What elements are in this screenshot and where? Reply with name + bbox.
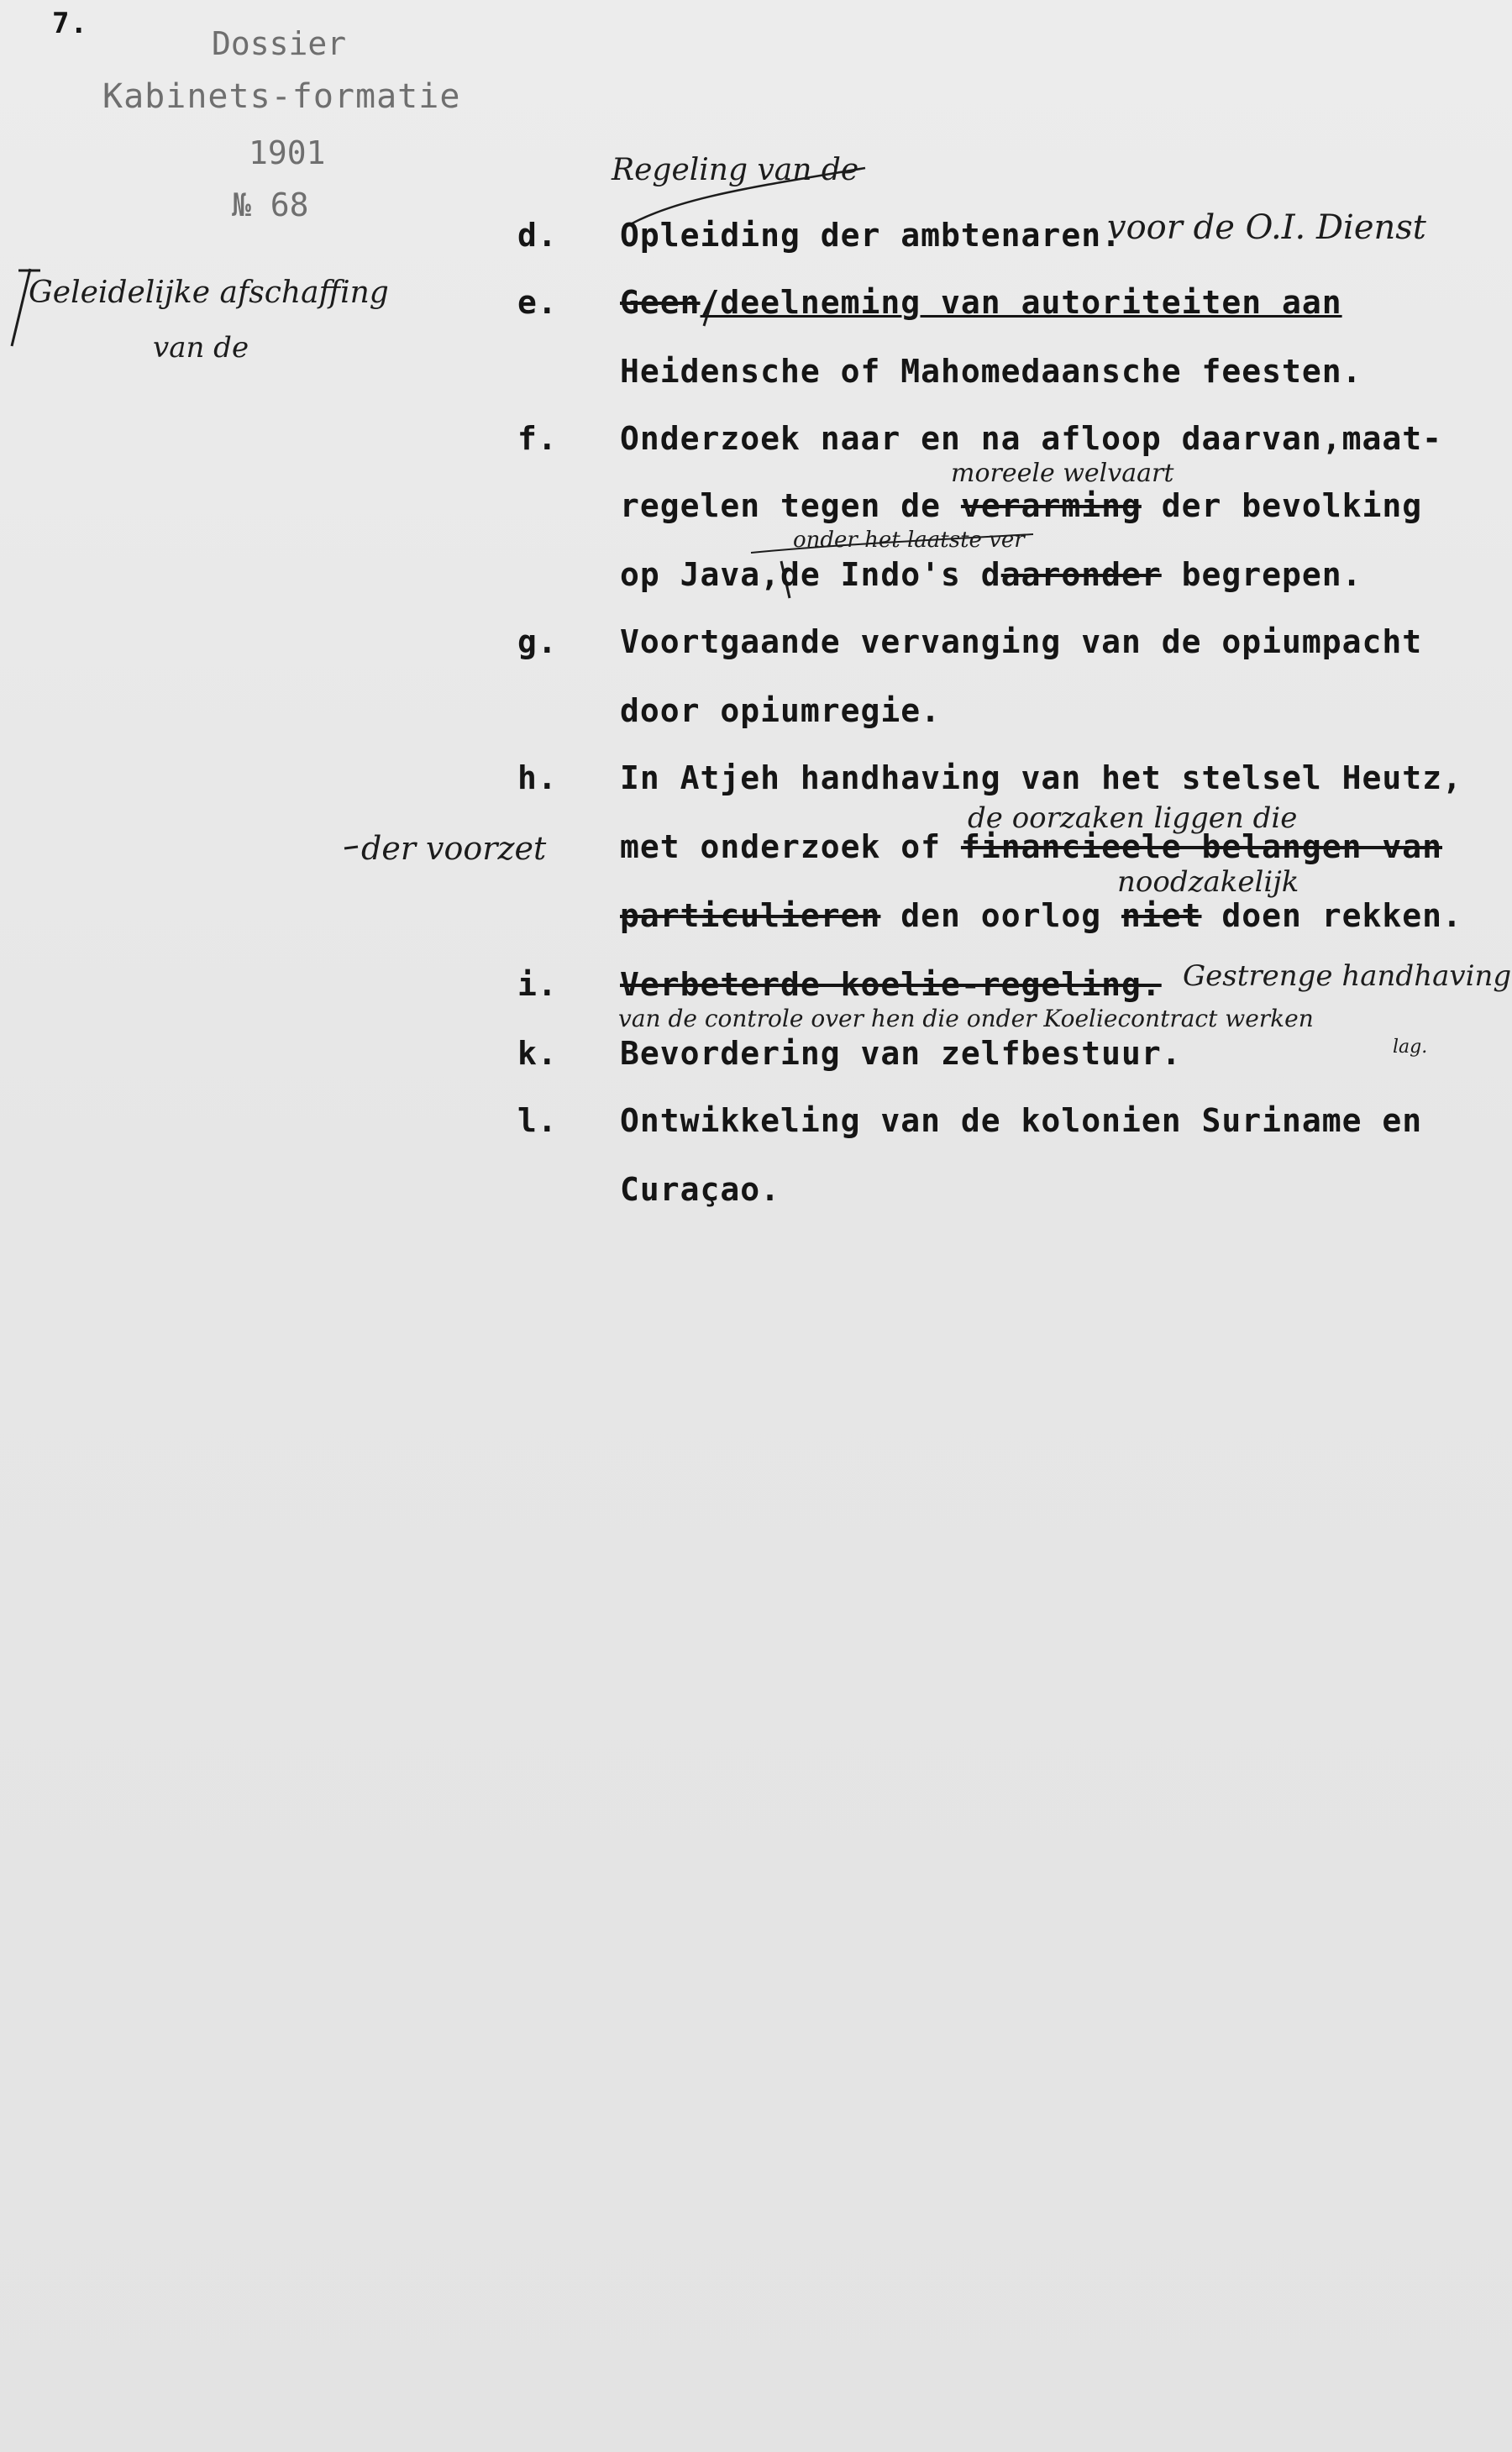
- item-line: [620, 1171, 780, 1208]
- annotation-i-right-2: van de controle over hen die onder Koeliecontract werken: [618, 1005, 1314, 1032]
- item-text: verarming: [960, 487, 1142, 524]
- item-line: [620, 487, 1422, 524]
- item-line: [620, 897, 1462, 934]
- item-text: In Atjeh handhaving van het stelsel Heutz,: [620, 759, 1462, 796]
- item-text: op Java,: [620, 556, 781, 593]
- item-letter: h.: [517, 759, 558, 796]
- item-letter: k.: [517, 1035, 558, 1072]
- item-text: Geen: [620, 284, 701, 321]
- item-text: regelen tegen de: [620, 487, 961, 524]
- item-text: Ontwikkeling van de kolonien Suriname en: [620, 1102, 1423, 1139]
- item-text: Curaçao.: [620, 1171, 781, 1208]
- item-text: door opiumregie.: [620, 692, 942, 729]
- item-text: begrepen.: [1161, 556, 1362, 593]
- item-line: [620, 759, 1462, 796]
- stamp-line-dossier: Dossier: [212, 25, 347, 62]
- item-text: Voortgaande vervanging van de opiumpacht: [620, 623, 1423, 660]
- annotation-d-right: voor de O.I. Dienst: [1107, 208, 1426, 247]
- annotation-f-above-1: moreele welvaart: [951, 459, 1174, 488]
- annotation-d-above: Regeling van de: [612, 153, 859, 187]
- page-number: 7.: [52, 7, 88, 40]
- item-line: [620, 1102, 1422, 1139]
- item-text: aaronder: [1000, 556, 1162, 593]
- item-text: Heidensche of Mahomedaansche feesten.: [620, 353, 1362, 390]
- item-text: doen rekken.: [1201, 897, 1462, 934]
- item-text: Onderzoek naar en na afloop daarvan,maat-: [620, 420, 1442, 457]
- annotation-h-above-1: de oorzaken liggen die: [968, 801, 1298, 835]
- item-text: financieele belangen van: [960, 828, 1443, 865]
- item-line: [620, 966, 1162, 1003]
- item-line: [620, 828, 1442, 865]
- item-line: [620, 420, 1442, 457]
- item-letter: g.: [517, 623, 558, 660]
- item-line: [620, 623, 1422, 660]
- annotation-e-margin-1: Geleidelijke afschaffing: [29, 276, 389, 310]
- item-line: [620, 1035, 1182, 1072]
- item-letter: f.: [517, 420, 558, 457]
- annotation-f-above-2: onder het laatste ver: [793, 528, 1025, 553]
- item-text: particulieren: [620, 897, 881, 934]
- item-letter: d.: [517, 217, 558, 254]
- item-text: der bevolking: [1141, 487, 1423, 524]
- item-text: Opleiding der ambtenaren.: [620, 217, 1121, 254]
- annotation-e-margin-2: van de: [153, 331, 249, 365]
- item-text: niet: [1121, 897, 1202, 934]
- item-text: /deelneming van autoriteiten aan: [700, 284, 1342, 321]
- item-line: [620, 217, 1121, 254]
- item-text: Bevordering van zelfbestuur.: [620, 1035, 1182, 1072]
- item-text: Verbeterde koelie-regeling.: [620, 966, 1162, 1003]
- annotation-h-margin: der voorzet: [361, 830, 547, 867]
- item-text: met onderzoek of: [620, 828, 961, 865]
- item-line: [620, 692, 941, 729]
- item-letter: l.: [517, 1102, 558, 1139]
- item-letter: i.: [517, 966, 558, 1003]
- annotation-h-above-2: noodzakelijk: [1117, 865, 1299, 899]
- item-line: [620, 284, 1342, 321]
- stamp-line-kabinets: Kabinets-formatie: [102, 77, 461, 116]
- annotation-i-right-3: lag.: [1393, 1037, 1428, 1058]
- item-line: [620, 556, 1362, 593]
- stamp-line-number: № 68: [232, 186, 309, 223]
- item-text: de Indo's d: [780, 556, 1001, 593]
- stamp-line-year: 1901: [249, 134, 326, 171]
- item-letter: e.: [517, 284, 558, 321]
- annotation-i-right-1: Gestrenge handhaving: [1183, 959, 1512, 993]
- item-text: den oorlog: [880, 897, 1121, 934]
- item-line: [620, 353, 1362, 390]
